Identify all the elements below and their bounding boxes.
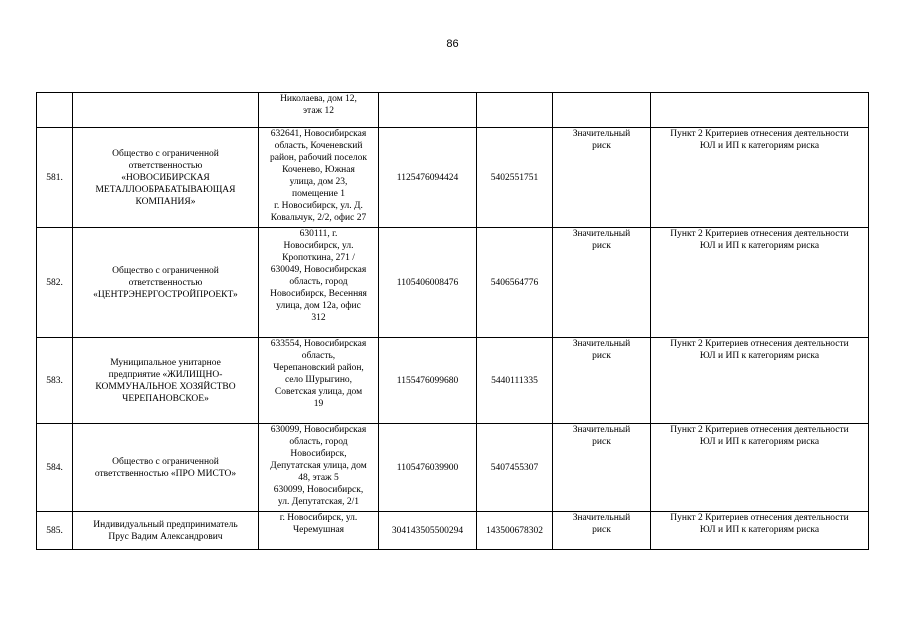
address-line: область, город: [289, 437, 348, 447]
ogrn-cell: 1155476099680: [379, 338, 477, 424]
risk-category-cell: [553, 93, 651, 128]
address-line: 48, этаж 5: [298, 473, 339, 483]
address-line: Советская улица, дом: [274, 387, 363, 397]
organization-name-line: МЕТАЛЛООБРАБАТЫВАЮЩАЯ: [95, 184, 236, 195]
risk-basis-line: ЮЛ и ИП к категориям риска: [699, 351, 820, 361]
organization-name-line: КОММУНАЛЬНОЕ ХОЗЯЙСТВО: [95, 381, 236, 392]
risk-basis-cell: [651, 424, 869, 512]
address-line: Николаева, дом 12,: [280, 94, 357, 104]
risk-basis-line: Пункт 2 Критериев отнесения деятельности: [670, 229, 849, 239]
organization-name-cell: [73, 228, 259, 338]
risk-category-cell: Значительный риск: [553, 512, 651, 550]
address-line: Новосибирск, Весенняя: [270, 289, 367, 299]
page-number: 86: [446, 38, 459, 50]
risk-registry-table: [36, 92, 869, 550]
address-line: Новосибирск,: [290, 449, 347, 459]
address-line: Ковальчук, 2/2, офис 27: [270, 213, 367, 223]
inn-cell: 5406564776: [477, 228, 553, 338]
risk-basis-cell: [651, 93, 869, 128]
organization-name-line: КОМПАНИЯ»: [135, 196, 196, 207]
address-line: Новосибирск, ул.: [283, 241, 354, 251]
address-line: район, рабочий поселок: [270, 153, 367, 163]
address-cell: [259, 424, 379, 512]
address-line: улица, дом 23,: [289, 177, 348, 187]
organization-name-cell: [73, 128, 259, 228]
address-cell: [259, 512, 379, 550]
address-line: этаж 12: [302, 106, 334, 116]
ogrn-cell: 1105476039900: [379, 424, 477, 512]
risk-basis-line: Пункт 2 Критериев отнесения деятельности: [670, 129, 849, 139]
ogrn-cell: [379, 93, 477, 128]
address-line: 630111, г.: [299, 229, 338, 239]
organization-name-line: Общество с ограниченной: [112, 456, 219, 467]
organization-name-line: ЧЕРЕПАНОВСКОЕ»: [122, 393, 209, 404]
organization-name-line: Прус Вадим Александрович: [108, 531, 223, 542]
risk-basis-cell: [651, 228, 869, 338]
risk-basis-line: ЮЛ и ИП к категориям риска: [699, 525, 820, 535]
address-line: помещение 1: [292, 189, 345, 199]
table-row: [37, 424, 869, 512]
row-number-cell: 581.: [37, 128, 73, 228]
address-line: улица, дом 12а, офис: [276, 301, 361, 311]
risk-category-cell: Значительный риск: [553, 424, 651, 512]
risk-basis-line: ЮЛ и ИП к категориям риска: [699, 437, 820, 447]
ogrn-cell: 1125476094424: [379, 128, 477, 228]
inn-cell: 5407455307: [477, 424, 553, 512]
table-row: [37, 128, 869, 228]
organization-name-line: ответственностью: [128, 160, 203, 171]
organization-name-line: «ЦЕНТРЭНЕРГОСТРОЙПРОЕКТ»: [93, 289, 238, 300]
organization-name-line: ответственностью «ПРО МИСТО»: [94, 468, 237, 479]
address-line: 632641, Новосибирская: [270, 129, 367, 139]
address-line: 630099, Новосибирск,: [273, 485, 364, 495]
address-line: Кропоткина, 271 /: [282, 253, 355, 263]
organization-name-line: Индивидуальный предприниматель: [93, 519, 238, 530]
organization-name-cell: [73, 512, 259, 550]
address-cell: [259, 128, 379, 228]
risk-basis-line: Пункт 2 Критериев отнесения деятельности: [670, 513, 849, 523]
address-line: 312: [311, 313, 326, 323]
address-cell: [259, 228, 379, 338]
address-line: Черепановский район,: [273, 363, 364, 373]
address-line: 19: [313, 399, 324, 409]
address-line: 633554, Новосибирская: [270, 339, 367, 349]
table-row: [37, 512, 869, 550]
organization-name-line: Общество с ограниченной: [112, 265, 219, 276]
inn-cell: [477, 93, 553, 128]
address-line: 630049, Новосибирская: [270, 265, 367, 275]
organization-name-cell: [73, 424, 259, 512]
inn-cell: 5402551751: [477, 128, 553, 228]
ogrn-cell: 1105406008476: [379, 228, 477, 338]
address-line: Коченево, Южная: [282, 165, 355, 175]
organization-name-line: Муниципальное унитарное: [110, 357, 221, 368]
table-row: [37, 228, 869, 338]
risk-basis-cell: [651, 338, 869, 424]
risk-category-cell: Значительный риск: [553, 128, 651, 228]
row-number-cell: 584.: [37, 424, 73, 512]
row-number-cell: [37, 93, 73, 128]
ogrn-cell: 304143505500294: [379, 512, 477, 550]
organization-name-cell: [73, 338, 259, 424]
risk-basis-cell: [651, 128, 869, 228]
organization-name-line: ответственностью: [128, 277, 203, 288]
risk-category-cell: Значительный риск: [553, 228, 651, 338]
address-line: область,: [301, 351, 336, 361]
risk-basis-line: Пункт 2 Критериев отнесения деятельности: [670, 425, 849, 435]
risk-basis-cell: [651, 512, 869, 550]
row-number-cell: 585.: [37, 512, 73, 550]
organization-name-line: предприятие «ЖИЛИЩНО-: [108, 369, 223, 380]
row-number-cell: 583.: [37, 338, 73, 424]
inn-cell: 5440111335: [477, 338, 553, 424]
risk-category-cell: Значительный риск: [553, 338, 651, 424]
address-line: Депутатская улица, дом: [270, 461, 367, 471]
address-line: область, город: [289, 277, 348, 287]
table-row: [37, 338, 869, 424]
address-line: ул. Депутатская, 2/1: [277, 497, 360, 507]
address-line: село Шурыгино,: [284, 375, 353, 385]
address-line: 630099, Новосибирская: [270, 425, 367, 435]
address-line: г. Новосибирск, ул.: [279, 513, 358, 523]
organization-name-cell: [73, 93, 259, 128]
address-cell: [259, 338, 379, 424]
risk-basis-line: Пункт 2 Критериев отнесения деятельности: [670, 339, 849, 349]
address-line: область, Коченевский: [274, 141, 363, 151]
inn-cell: 143500678302: [477, 512, 553, 550]
address-line: г. Новосибирск, ул. Д.: [274, 201, 363, 211]
risk-basis-line: ЮЛ и ИП к категориям риска: [699, 241, 820, 251]
organization-name-line: «НОВОСИБИРСКАЯ: [121, 172, 210, 183]
table-row: [37, 93, 869, 128]
row-number-cell: 582.: [37, 228, 73, 338]
risk-basis-line: ЮЛ и ИП к категориям риска: [699, 141, 820, 151]
address-cell: [259, 93, 379, 128]
organization-name-line: Общество с ограниченной: [112, 148, 219, 159]
address-line: Черемушная: [292, 525, 345, 535]
